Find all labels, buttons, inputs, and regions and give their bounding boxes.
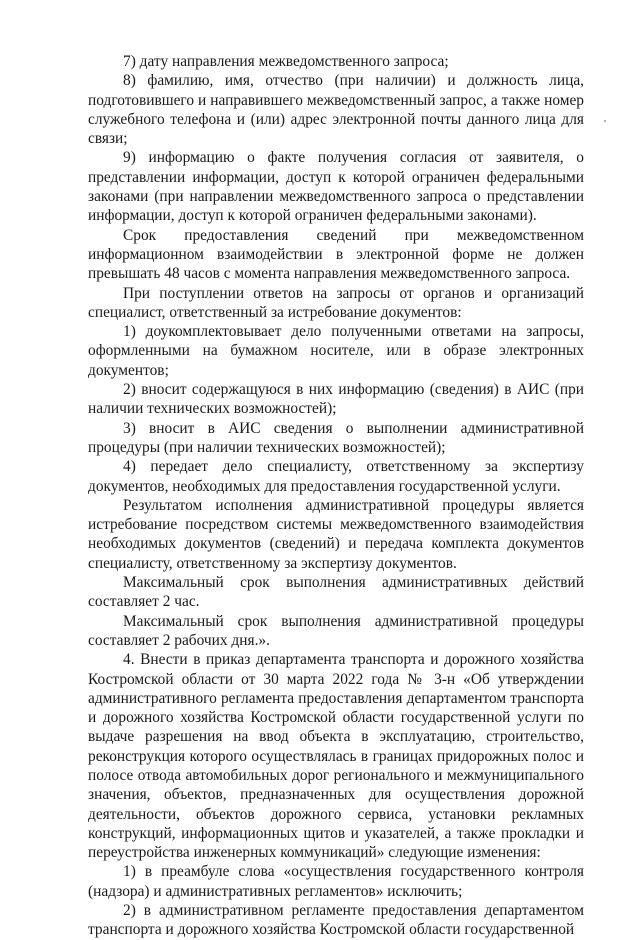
paragraph-section-4: 4. Внести в приказ департамента транспорта и дорожного хозяйства Костромской области от 30 марта 2022 года № 3-н «Об утверждении административного регламента предоставления департаментом транспорта и дорожного хозяйства Костромской области государственной услуги по выдаче разрешения на ввод объекта в эксплуатацию, строительство, реконструкция которого осуществлялась в границах придорожных полос и полосе отвода автомобильных дорог регионального и межмуниципального значения, объектов, предназначенных для осуществления дорожной деятельности, объектов дорожного сервиса, установки рекламных конструкций, информационных щитов и указателей, а также прокладки и переустройства инженерных коммуникаций» следующие изменения:	[88, 651, 584, 862]
paragraph-responses-intro: При поступлении ответов на запросы от органов и организаций специалист, ответственный за истребование документов:	[88, 284, 584, 321]
paragraph-item-8: 8) фамилию, имя, отчество (при наличии) и должность лица, подготовившего и направившего межведомственный запрос, а также номер служебного телефона и (или) адрес электронной почты данного лица для связи;	[88, 72, 584, 148]
paragraph-step-4: 4) передает дело специалисту, ответственному за экспертизу документов, необходимых для предоставления государственной услуги.	[88, 458, 584, 495]
paragraph-amendment-2: 2) в административном регламенте предоставления департаментом транспорта и дорожного хозяйства Костромской области государственной	[88, 902, 584, 939]
document-page	[88, 52, 584, 940]
paragraph-step-1: 1) доукомплектовывает дело полученными ответами на запросы, оформленными на бумажном носителе, или в образе электронных документов;	[88, 323, 584, 379]
paragraph-item-7: 7) дату направления межведомственного запроса;	[123, 53, 449, 70]
paragraph-item-9: 9) информацию о факте получения согласия от заявителя, о представлении информации, доступ к которой ограничен федеральными законами (при направлении межведомственного запроса о представлении информации, доступ к которой ограничен федеральными законами).	[88, 149, 584, 225]
paragraph-max-procedure: Максимальный срок выполнения административной процедуры составляет 2 рабочих дня.».	[88, 612, 584, 649]
paragraph-step-3: 3) вносит в АИС сведения о выполнении административной процедуры (при наличии технических возможностей);	[88, 419, 584, 456]
paragraph-result: Результатом исполнения административной процедуры является истребование посредством системы межведомственного взаимодействия необходимых документов (сведений) и передача комплекта документов специалисту, ответственному за экспертизу документов.	[88, 496, 584, 572]
scan-speck	[604, 120, 606, 122]
paragraph-step-2: 2) вносит содержащуюся в них информацию (сведения) в АИС (при наличии технических возможностей);	[88, 381, 584, 418]
paragraph-amendment-1: 1) в преамбуле слова «осуществления государственного контроля (надзора) и административных регламентов» исключить;	[88, 863, 584, 900]
paragraph-max-actions: Максимальный срок выполнения административных действий составляет 2 час.	[88, 574, 584, 611]
paragraph-deadline: Срок предоставления сведений при межведомственном информационном взаимодействии в электронной форме не должен превышать 48 часов с момента направления межведомственного запроса.	[88, 226, 584, 283]
